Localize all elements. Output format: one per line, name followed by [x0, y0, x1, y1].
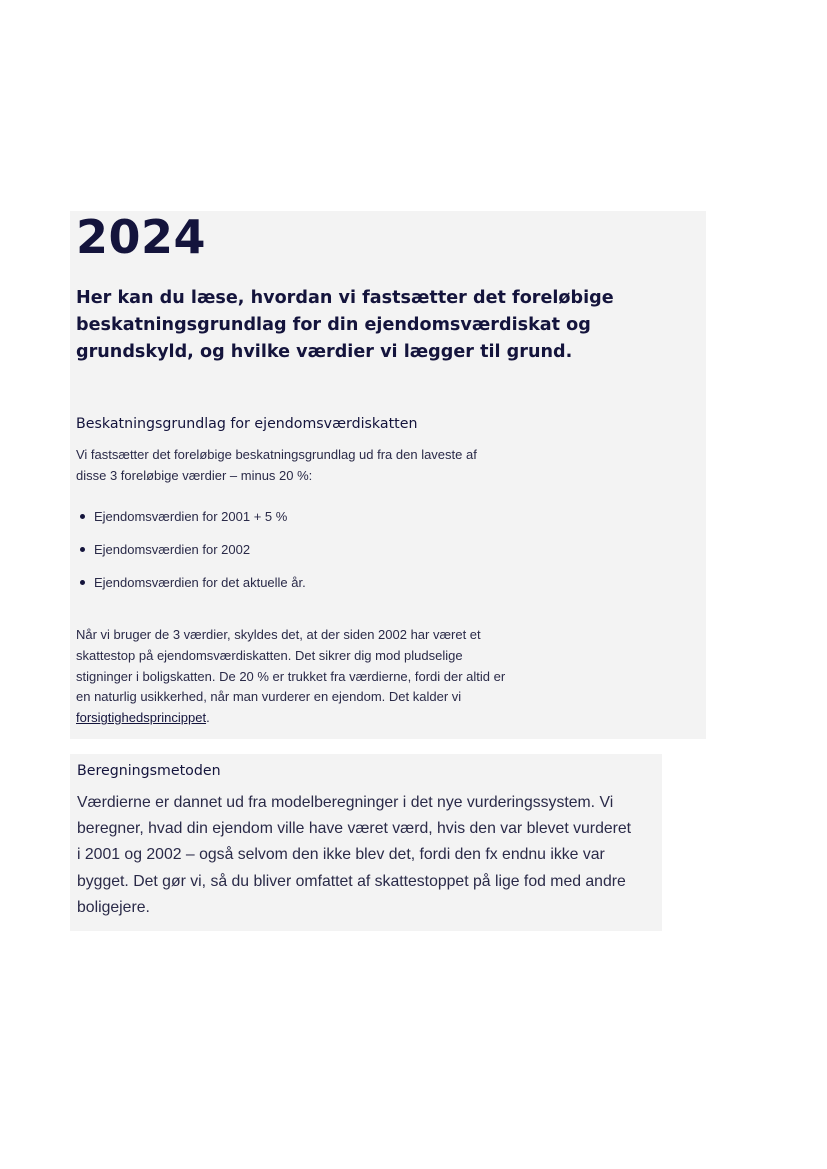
- section-heading: Beskatningsgrundlag for ejendomsværdiskatten: [76, 416, 418, 432]
- list-item-text: Ejendomsværdien for 2002: [94, 542, 251, 557]
- bullet-icon: [80, 547, 85, 552]
- list-item-text: Ejendomsværdien for 2001 + 5 %: [94, 509, 288, 524]
- method-heading: Beregningsmetoden: [77, 763, 221, 779]
- explanation-text: Når vi bruger de 3 værdier, skyldes det, at der siden 2002 har været et skattestop på ejendomsværdiskatten. Det sikrer dig mod pludselige stigninger i boligskatten. De 20 % er trukket fra værdierne, fordi der altid er en naturlig usikkerhed, når man vurderer en ejendom. Det kalder vi: [76, 627, 506, 705]
- list-item-text: Ejendomsværdien for det aktuelle år.: [94, 575, 306, 590]
- bullet-icon: [80, 514, 85, 519]
- info-panel: [70, 211, 706, 739]
- bullet-icon: [80, 580, 85, 585]
- year-heading: 2024: [76, 210, 207, 264]
- explanation-paragraph: [76, 625, 506, 729]
- list-item: [76, 540, 306, 573]
- list-item: [76, 507, 306, 540]
- method-paragraph: Værdierne er dannet ud fra modelberegninger i det nye vurderingssystem. Vi beregner, hvad din ejendom ville have været værd, hvis den var blevet vurderet i 2001 og 2002 – også selvom den ikke blev det, fordi den fx endnu ikke var bygget. Det gør vi, så du bliver omfattet af skattestoppet på lige fod med andre boligejere.: [77, 794, 632, 916]
- method-panel: [70, 754, 662, 931]
- intro-paragraph: Vi fastsætter det foreløbige beskatningsgrundlag ud fra den laveste af disse 3 foreløbige værdier – minus 20 %:: [76, 447, 477, 483]
- value-list: [76, 507, 306, 606]
- explanation-end: .: [206, 710, 210, 726]
- precaution-principle-link[interactable]: forsigtighedsprincippet: [76, 710, 207, 726]
- lead-paragraph: Her kan du læse, hvordan vi fastsætter det foreløbige beskatningsgrundlag for din ejendomsværdiskat og grundskyld, og hvilke værdier vi lægger til grund.: [76, 288, 614, 362]
- list-item: [76, 573, 306, 606]
